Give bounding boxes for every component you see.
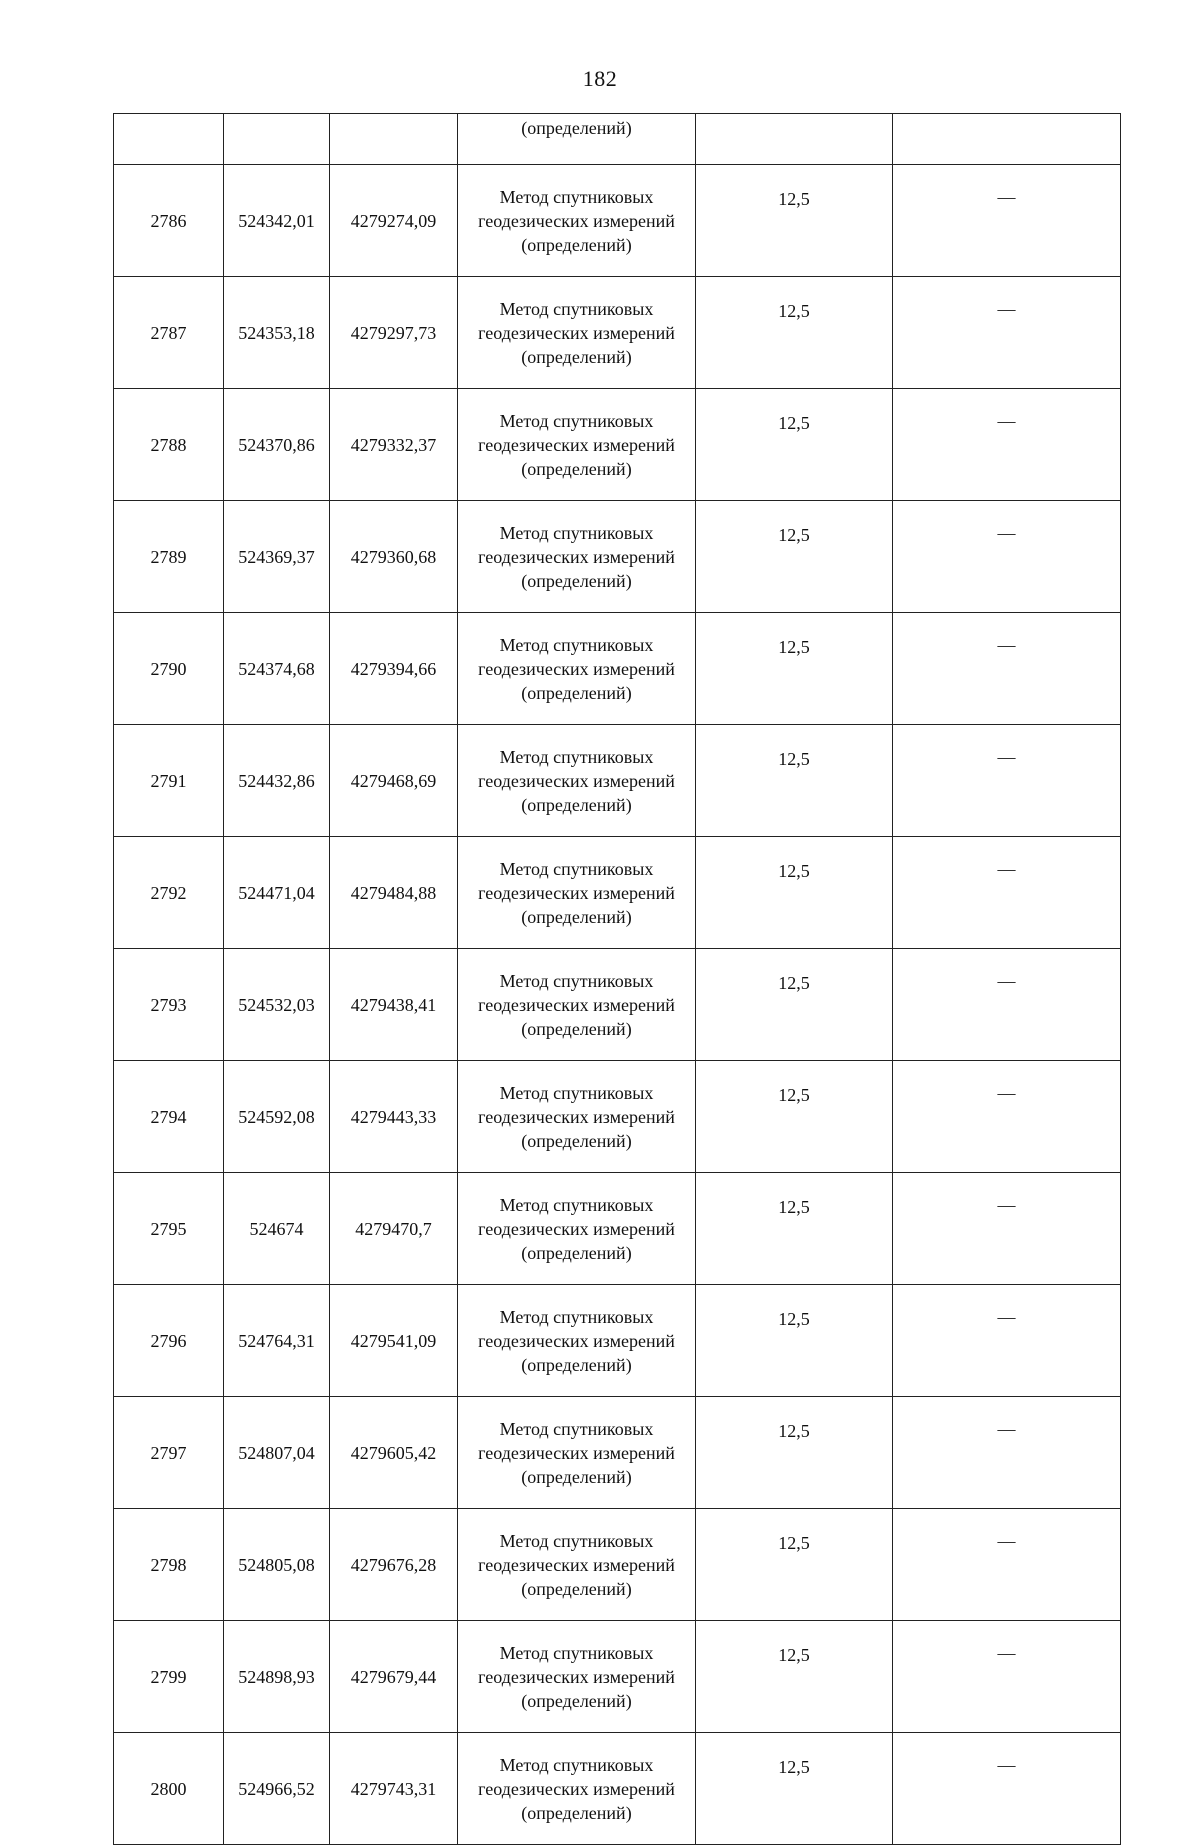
note-dash-cell: — <box>893 949 1121 1061</box>
method-line: геодезических измерений <box>478 1330 675 1351</box>
point-number-cell: 2788 <box>114 389 224 501</box>
accuracy-cell: 12,5 <box>696 1173 893 1285</box>
method-cell <box>458 501 696 613</box>
method-line: геодезических измерений <box>478 770 675 791</box>
method-line: геодезических измерений <box>478 1554 675 1575</box>
accuracy-cell: 12,5 <box>696 1061 893 1173</box>
x-coordinate-cell: 524342,01 <box>224 165 330 277</box>
y-coordinate-cell: 4279676,28 <box>330 1509 458 1621</box>
method-line: Метод спутниковых <box>499 1418 654 1439</box>
x-coordinate-cell: 524471,04 <box>224 837 330 949</box>
table-row <box>114 1397 1121 1509</box>
table-row <box>114 389 1121 501</box>
method-line: Метод спутниковых <box>499 970 654 991</box>
table-row <box>114 837 1121 949</box>
y-coordinate-cell: 4279541,09 <box>330 1285 458 1397</box>
table-row <box>114 725 1121 837</box>
method-line: Метод спутниковых <box>499 1754 654 1775</box>
x-coordinate-cell: 524966,52 <box>224 1733 330 1845</box>
method-line: Метод спутниковых <box>499 1530 654 1551</box>
method-line: (определений) <box>521 346 632 367</box>
table-row <box>114 1509 1121 1621</box>
table-row <box>114 277 1121 389</box>
point-number-cell: 2798 <box>114 1509 224 1621</box>
point-number-cell: 2796 <box>114 1285 224 1397</box>
note-dash-cell: — <box>893 613 1121 725</box>
note-dash-cell: — <box>893 1397 1121 1509</box>
method-line: Метод спутниковых <box>499 522 654 543</box>
coordinates-table-container <box>113 113 1120 1845</box>
point-number-cell: 2792 <box>114 837 224 949</box>
method-cell <box>458 1285 696 1397</box>
continued-cell-y <box>330 114 458 165</box>
method-line: Метод спутниковых <box>499 186 654 207</box>
y-coordinate-cell: 4279274,09 <box>330 165 458 277</box>
table-row <box>114 165 1121 277</box>
note-dash-cell: — <box>893 501 1121 613</box>
note-dash-cell: — <box>893 837 1121 949</box>
continued-cell-id <box>114 114 224 165</box>
point-number-cell: 2800 <box>114 1733 224 1845</box>
method-cell <box>458 1733 696 1845</box>
note-dash-cell: — <box>893 1733 1121 1845</box>
accuracy-cell: 12,5 <box>696 725 893 837</box>
table-row <box>114 1173 1121 1285</box>
method-line: Метод спутниковых <box>499 858 654 879</box>
point-number-cell: 2791 <box>114 725 224 837</box>
continued-cell-accuracy <box>696 114 893 165</box>
method-line: (определений) <box>521 234 632 255</box>
note-dash-cell: — <box>893 1621 1121 1733</box>
method-line: (определений) <box>521 570 632 591</box>
method-cell <box>458 837 696 949</box>
method-line: геодезических измерений <box>478 994 675 1015</box>
method-line: геодезических измерений <box>478 658 675 679</box>
y-coordinate-cell: 4279743,31 <box>330 1733 458 1845</box>
method-line: (определений) <box>521 1130 632 1151</box>
x-coordinate-cell: 524898,93 <box>224 1621 330 1733</box>
point-number-cell: 2786 <box>114 165 224 277</box>
method-line: Метод спутниковых <box>499 634 654 655</box>
accuracy-cell: 12,5 <box>696 389 893 501</box>
method-line: Метод спутниковых <box>499 1194 654 1215</box>
point-number-cell: 2789 <box>114 501 224 613</box>
table-row <box>114 1285 1121 1397</box>
x-coordinate-cell: 524432,86 <box>224 725 330 837</box>
note-dash-cell: — <box>893 389 1121 501</box>
accuracy-cell: 12,5 <box>696 277 893 389</box>
x-coordinate-cell: 524592,08 <box>224 1061 330 1173</box>
x-coordinate-cell: 524764,31 <box>224 1285 330 1397</box>
y-coordinate-cell: 4279605,42 <box>330 1397 458 1509</box>
table-row <box>114 1061 1121 1173</box>
y-coordinate-cell: 4279484,88 <box>330 837 458 949</box>
method-line: геодезических измерений <box>478 322 675 343</box>
accuracy-cell: 12,5 <box>696 165 893 277</box>
coordinates-table <box>113 113 1121 1845</box>
method-line: (определений) <box>521 458 632 479</box>
note-dash-cell: — <box>893 1061 1121 1173</box>
accuracy-cell: 12,5 <box>696 1397 893 1509</box>
table-row <box>114 613 1121 725</box>
note-dash-cell: — <box>893 725 1121 837</box>
point-number-cell: 2797 <box>114 1397 224 1509</box>
y-coordinate-cell: 4279297,73 <box>330 277 458 389</box>
continued-cell-x <box>224 114 330 165</box>
method-line: (определений) <box>521 682 632 703</box>
method-line: Метод спутниковых <box>499 1082 654 1103</box>
method-cell <box>458 1173 696 1285</box>
method-cell <box>458 165 696 277</box>
method-line: (определений) <box>521 794 632 815</box>
accuracy-cell: 12,5 <box>696 949 893 1061</box>
method-line: (определений) <box>521 1018 632 1039</box>
coordinates-table-body <box>114 114 1121 1845</box>
y-coordinate-cell: 4279438,41 <box>330 949 458 1061</box>
y-coordinate-cell: 4279360,68 <box>330 501 458 613</box>
method-line: Метод спутниковых <box>499 410 654 431</box>
continued-row <box>114 114 1121 165</box>
table-row <box>114 1733 1121 1845</box>
point-number-cell: 2799 <box>114 1621 224 1733</box>
method-cell <box>458 949 696 1061</box>
method-line: Метод спутниковых <box>499 1642 654 1663</box>
point-number-cell: 2793 <box>114 949 224 1061</box>
method-line: геодезических измерений <box>478 1442 675 1463</box>
table-row <box>114 1621 1121 1733</box>
method-line: геодезических измерений <box>478 434 675 455</box>
accuracy-cell: 12,5 <box>696 1621 893 1733</box>
point-number-cell: 2794 <box>114 1061 224 1173</box>
note-dash-cell: — <box>893 1173 1121 1285</box>
method-line: (определений) <box>521 1690 632 1711</box>
method-line: (определений) <box>521 1242 632 1263</box>
x-coordinate-cell: 524805,08 <box>224 1509 330 1621</box>
method-cell <box>458 1509 696 1621</box>
method-cell <box>458 1397 696 1509</box>
method-line: геодезических измерений <box>478 1218 675 1239</box>
point-number-cell: 2790 <box>114 613 224 725</box>
y-coordinate-cell: 4279443,33 <box>330 1061 458 1173</box>
x-coordinate-cell: 524807,04 <box>224 1397 330 1509</box>
y-coordinate-cell: 4279332,37 <box>330 389 458 501</box>
x-coordinate-cell: 524374,68 <box>224 613 330 725</box>
method-cell <box>458 613 696 725</box>
continued-cell-note <box>893 114 1121 165</box>
y-coordinate-cell: 4279468,69 <box>330 725 458 837</box>
method-line: Метод спутниковых <box>499 298 654 319</box>
method-line: Метод спутниковых <box>499 1306 654 1327</box>
accuracy-cell: 12,5 <box>696 501 893 613</box>
accuracy-cell: 12,5 <box>696 1509 893 1621</box>
method-line: геодезических измерений <box>478 1778 675 1799</box>
x-coordinate-cell: 524674 <box>224 1173 330 1285</box>
method-line: геодезических измерений <box>478 1666 675 1687</box>
note-dash-cell: — <box>893 277 1121 389</box>
method-cell <box>458 1621 696 1733</box>
method-line: (определений) <box>521 1802 632 1823</box>
note-dash-cell: — <box>893 1285 1121 1397</box>
accuracy-cell: 12,5 <box>696 1285 893 1397</box>
x-coordinate-cell: 524370,86 <box>224 389 330 501</box>
method-line: (определений) <box>521 906 632 927</box>
method-cell <box>458 389 696 501</box>
method-line: геодезических измерений <box>478 210 675 231</box>
point-number-cell: 2787 <box>114 277 224 389</box>
method-line: Метод спутниковых <box>499 746 654 767</box>
note-dash-cell: — <box>893 1509 1121 1621</box>
point-number-cell: 2795 <box>114 1173 224 1285</box>
y-coordinate-cell: 4279679,44 <box>330 1621 458 1733</box>
method-line: геодезических измерений <box>478 1106 675 1127</box>
x-coordinate-cell: 524353,18 <box>224 277 330 389</box>
accuracy-cell: 12,5 <box>696 1733 893 1845</box>
x-coordinate-cell: 524369,37 <box>224 501 330 613</box>
method-cell <box>458 1061 696 1173</box>
x-coordinate-cell: 524532,03 <box>224 949 330 1061</box>
table-row <box>114 501 1121 613</box>
continued-cell-method: (определений) <box>458 114 696 165</box>
accuracy-cell: 12,5 <box>696 837 893 949</box>
method-line: геодезических измерений <box>478 546 675 567</box>
note-dash-cell: — <box>893 165 1121 277</box>
method-line: (определений) <box>521 1466 632 1487</box>
page-number: 182 <box>582 66 618 91</box>
method-cell <box>458 277 696 389</box>
table-row <box>114 949 1121 1061</box>
method-line: (определений) <box>521 1354 632 1375</box>
method-line: геодезических измерений <box>478 882 675 903</box>
accuracy-cell: 12,5 <box>696 613 893 725</box>
method-cell <box>458 725 696 837</box>
method-line: (определений) <box>521 1578 632 1599</box>
y-coordinate-cell: 4279394,66 <box>330 613 458 725</box>
y-coordinate-cell: 4279470,7 <box>330 1173 458 1285</box>
